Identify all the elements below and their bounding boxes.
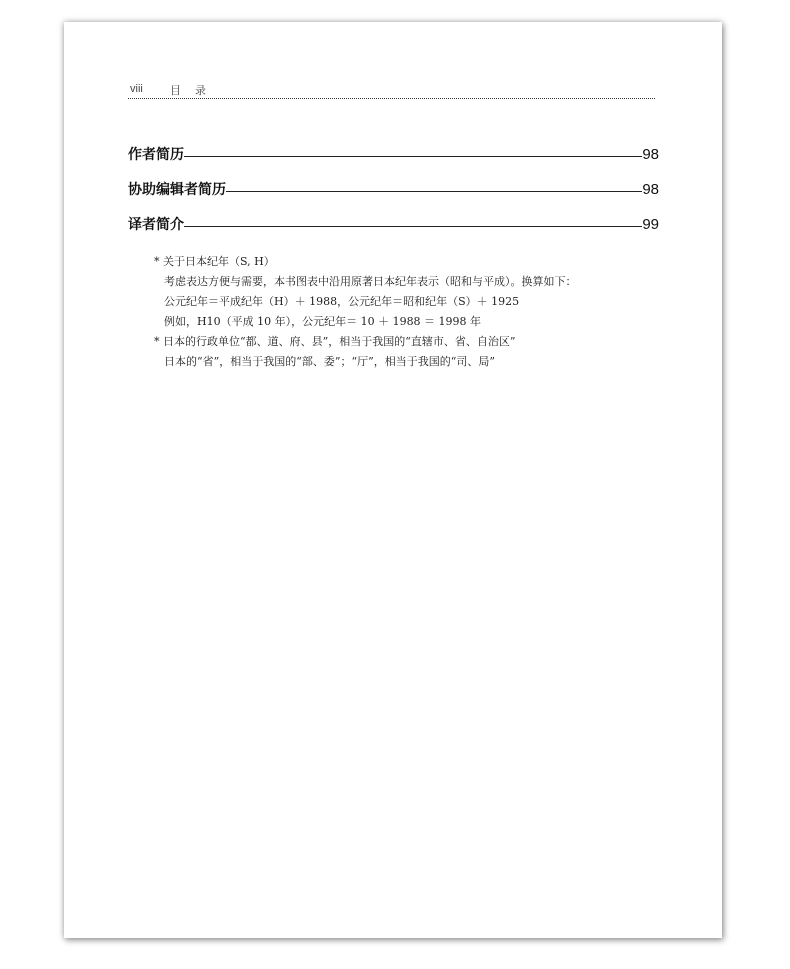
leader-line [128,156,655,157]
toc-entry-title: 作者简历 [128,147,184,163]
leader-line [128,226,655,227]
toc-entry-page: 98 [642,146,659,163]
note-text: 公元纪年＝平成纪年（H）＋ 1988，公元纪年＝昭和纪年（S）＋ 1925 [164,295,520,308]
note-text: 考虑表达方便与需要，本书图表中沿用原著日本纪年表示（昭和与平成）。换算如下： [164,275,577,288]
toc-entry-translator-bio[interactable] [128,216,659,251]
note-text: 日本的“省”，相当于我国的“部、委”；“厅”，相当于我国的“司、局” [164,355,495,368]
header-title: 目录 [170,84,220,97]
toc-entry-title: 协助编辑者简历 [128,182,226,198]
page-number: viii [130,83,143,95]
toc-entry-page: 99 [642,216,659,233]
document-page [64,22,722,938]
toc-entry-assistant-editors-bio[interactable] [128,181,659,216]
toc-entry-page: 98 [642,181,659,198]
table-of-contents [128,146,659,251]
footnotes [154,252,654,372]
note-heading: * 关于日本纪年（S, H） [154,255,275,268]
note-text: 例如，H10（平成 10 年），公元纪年＝ 10 ＋ 1988 ＝ 1998 年 [164,315,482,328]
toc-entry-title: 译者简介 [128,217,184,233]
toc-entry-author-bio[interactable] [128,146,659,181]
running-header [128,80,655,99]
note-heading: * 日本的行政单位“都、道、府、县”，相当于我国的“直辖市、省、自治区” [154,335,516,348]
